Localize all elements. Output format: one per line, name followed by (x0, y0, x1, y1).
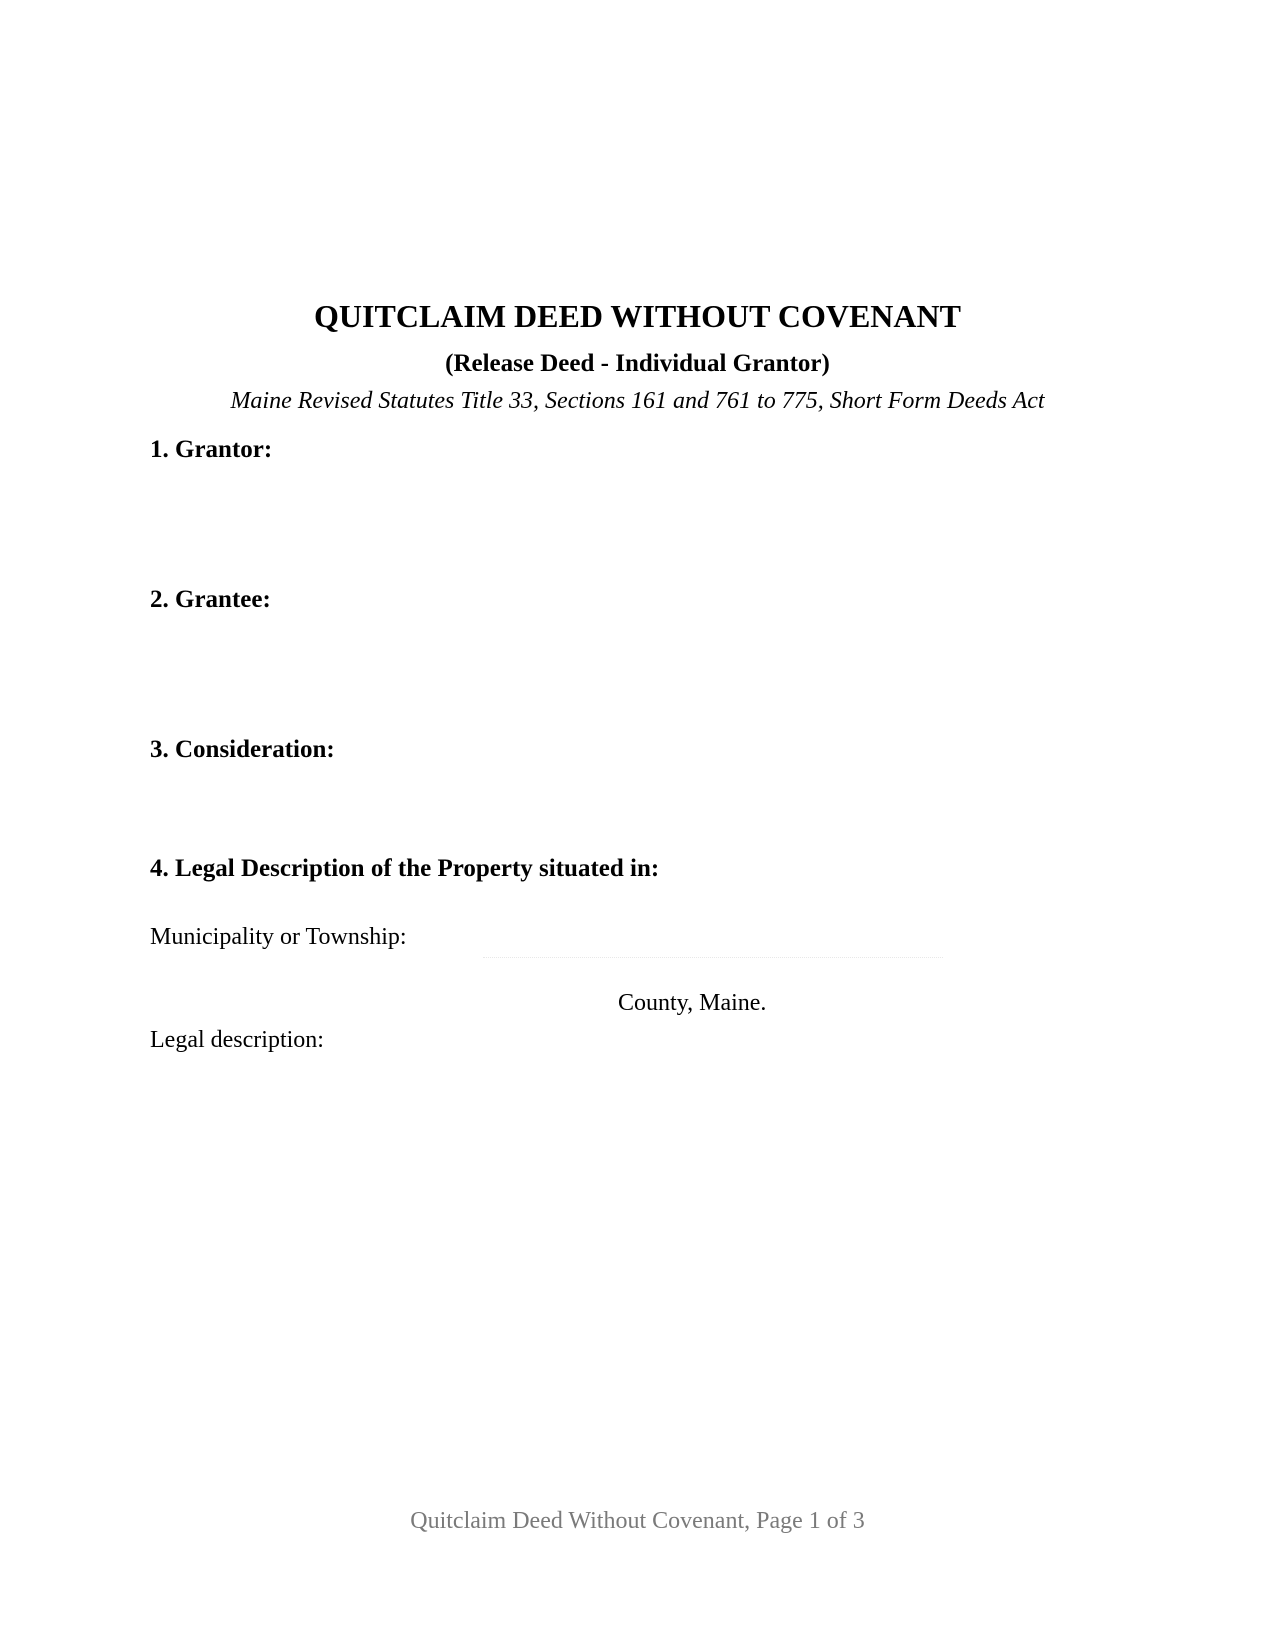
municipality-fill-line (483, 956, 943, 958)
legal-description-label: Legal description: (150, 1027, 324, 1053)
section-legal-description-heading: 4. Legal Description of the Property situated in: (150, 855, 660, 882)
document-subtitle: (Release Deed - Individual Grantor) (445, 350, 830, 377)
municipality-label: Municipality or Township: (150, 924, 407, 950)
page-footer: Quitclaim Deed Without Covenant, Page 1 of 3 (410, 1508, 865, 1534)
section-grantor-heading: 1. Grantor: (150, 436, 273, 463)
county-label: County, Maine. (618, 990, 767, 1016)
section-consideration-heading: 3. Consideration: (150, 736, 335, 763)
document-title: QUITCLAIM DEED WITHOUT COVENANT (314, 298, 961, 334)
statute-reference: Maine Revised Statutes Title 33, Sections 161 and 761 to 775, Short Form Deeds Act (230, 388, 1045, 414)
section-grantee-heading: 2. Grantee: (150, 586, 271, 613)
